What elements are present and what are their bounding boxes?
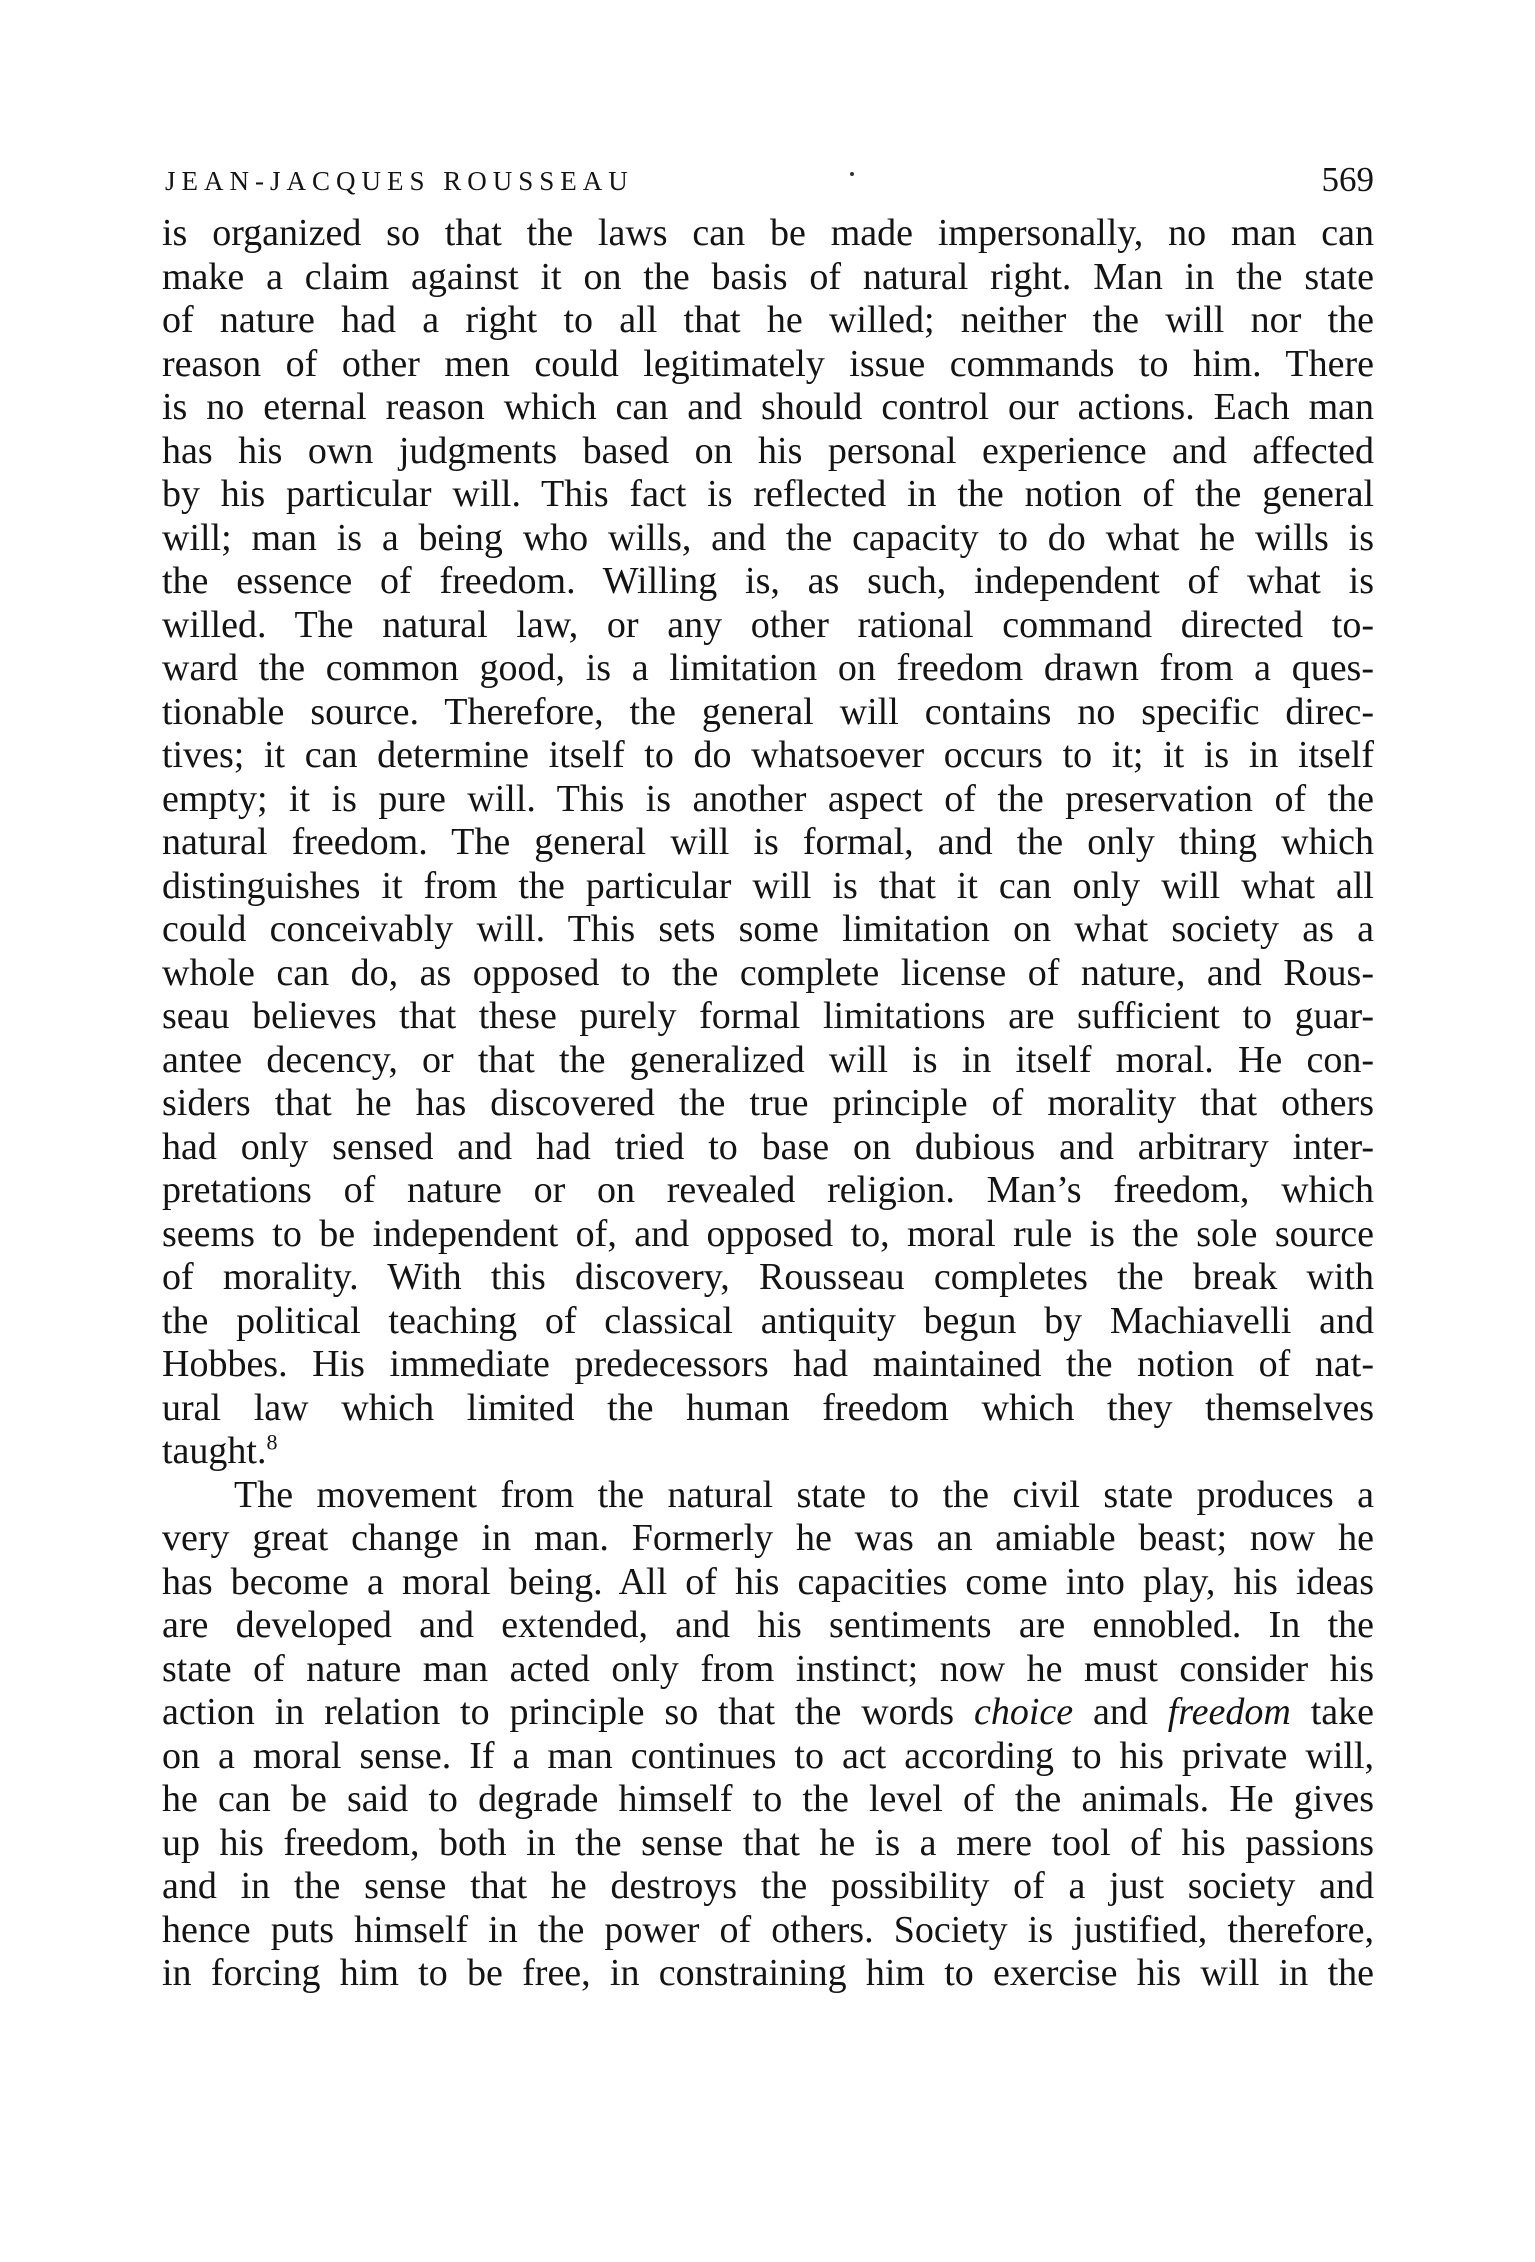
text-line: is organized so that the laws can be made impersonally, no man can <box>162 212 1374 254</box>
text-line: will; man is a being who wills, and the capacity to do what he wills is <box>162 516 1374 559</box>
paragraph-1 <box>162 212 1374 1474</box>
running-head <box>162 160 1374 204</box>
line-segment: take <box>1290 1691 1374 1733</box>
text-line: the essence of freedom. Willing is, as such, independent of what is <box>162 560 1374 602</box>
text-line: The movement from the natural state to the civil state produces a <box>234 1473 1374 1516</box>
paragraph-2 <box>162 1474 1374 1996</box>
text-line: Hobbes. His immediate predecessors had maintained the notion of nat- <box>162 1343 1374 1385</box>
body-text <box>162 212 1374 1996</box>
text-line: very great change in man. Formerly he was an amiable beast; now he <box>162 1517 1374 1559</box>
text-line: antee decency, or that the generalized will is in itself moral. He con- <box>162 1038 1374 1081</box>
text-line: willed. The natural law, or any other rational command directed to- <box>162 603 1374 646</box>
text-line: is no eternal reason which can and should control our actions. Each man <box>162 386 1374 428</box>
italic-word-choice: choice <box>973 1691 1074 1733</box>
text-line: seems to be independent of, and opposed to, moral rule is the sole source <box>162 1212 1374 1255</box>
book-page <box>162 160 1374 1996</box>
text-line: empty; it is pure will. This is another aspect of the preservation of the <box>162 777 1374 820</box>
text-line: make a claim against it on the basis of natural right. Man in the state <box>162 255 1374 298</box>
text-line: tives; it can determine itself to do whatsoever occurs to it; it is in itself <box>162 734 1374 776</box>
text-line: of nature had a right to all that he willed; neither the will nor the <box>162 299 1374 341</box>
text-line: distinguishes it from the particular will is that it can only will what all <box>162 864 1374 907</box>
text-line: seau believes that these purely formal limitations are sufficient to guar- <box>162 995 1374 1037</box>
text-line: reason of other men could legitimately issue commands to him. There <box>162 342 1374 385</box>
text-line: could conceivably will. This sets some limitation on what society as a <box>162 908 1374 950</box>
page-number: 569 <box>1321 160 1374 199</box>
text-line: are developed and extended, and his sentiments are ennobled. In the <box>162 1604 1374 1646</box>
text-line: tionable source. Therefore, the general will contains no specific direc- <box>162 690 1374 733</box>
text-line: by his particular will. This fact is reflected in the notion of the general <box>162 473 1374 515</box>
text-line: hence puts himself in the power of others. Society is justified, therefore, <box>162 1908 1374 1951</box>
text-line-last <box>162 1430 1374 1474</box>
text-line: pretations of nature or on revealed religion. Man’s freedom, which <box>162 1169 1374 1211</box>
text-line: whole can do, as opposed to the complete license of nature, and Rous- <box>162 951 1374 994</box>
text-line: up his freedom, both in the sense that he is a mere tool of his passions <box>162 1821 1374 1864</box>
text-line: of morality. With this discovery, Rousseau completes the break with <box>162 1256 1374 1298</box>
text-line: natural freedom. The general will is formal, and the only thing which <box>162 821 1374 863</box>
text-line: ural law which limited the human freedom which they themselves <box>162 1386 1374 1429</box>
text-line: he can be said to degrade himself to the level of the animals. He gives <box>162 1778 1374 1820</box>
text-line: and in the sense that he destroys the possibility of a just society and <box>162 1865 1374 1907</box>
text-line: in forcing him to be free, in constraining him to exercise his will in the <box>162 1952 1374 1994</box>
line-segment: and <box>1073 1691 1168 1733</box>
text-line-with-italics <box>162 1691 1374 1735</box>
line-segment: action in relation to principle so that the words <box>162 1691 974 1733</box>
last-line-text: taught. <box>162 1430 267 1472</box>
footnote-marker: 8 <box>266 1430 278 1455</box>
running-title: JEAN-JACQUES ROUSSEAU <box>165 166 634 196</box>
running-head-dot <box>850 172 854 176</box>
text-line: had only sensed and had tried to base on dubious and arbitrary inter- <box>162 1125 1374 1168</box>
text-line: has his own judgments based on his personal experience and affected <box>162 429 1374 472</box>
text-line: siders that he has discovered the true principle of morality that others <box>162 1082 1374 1124</box>
italic-word-freedom: freedom <box>1167 1691 1291 1733</box>
text-line: the political teaching of classical antiquity begun by Machiavelli and <box>162 1299 1374 1342</box>
text-line: has become a moral being. All of his capacities come into play, his ideas <box>162 1560 1374 1603</box>
text-line: ward the common good, is a limitation on freedom drawn from a ques- <box>162 647 1374 689</box>
text-line: on a moral sense. If a man continues to act according to his private will, <box>162 1734 1374 1777</box>
text-line: state of nature man acted only from instinct; now he must consider his <box>162 1647 1374 1690</box>
